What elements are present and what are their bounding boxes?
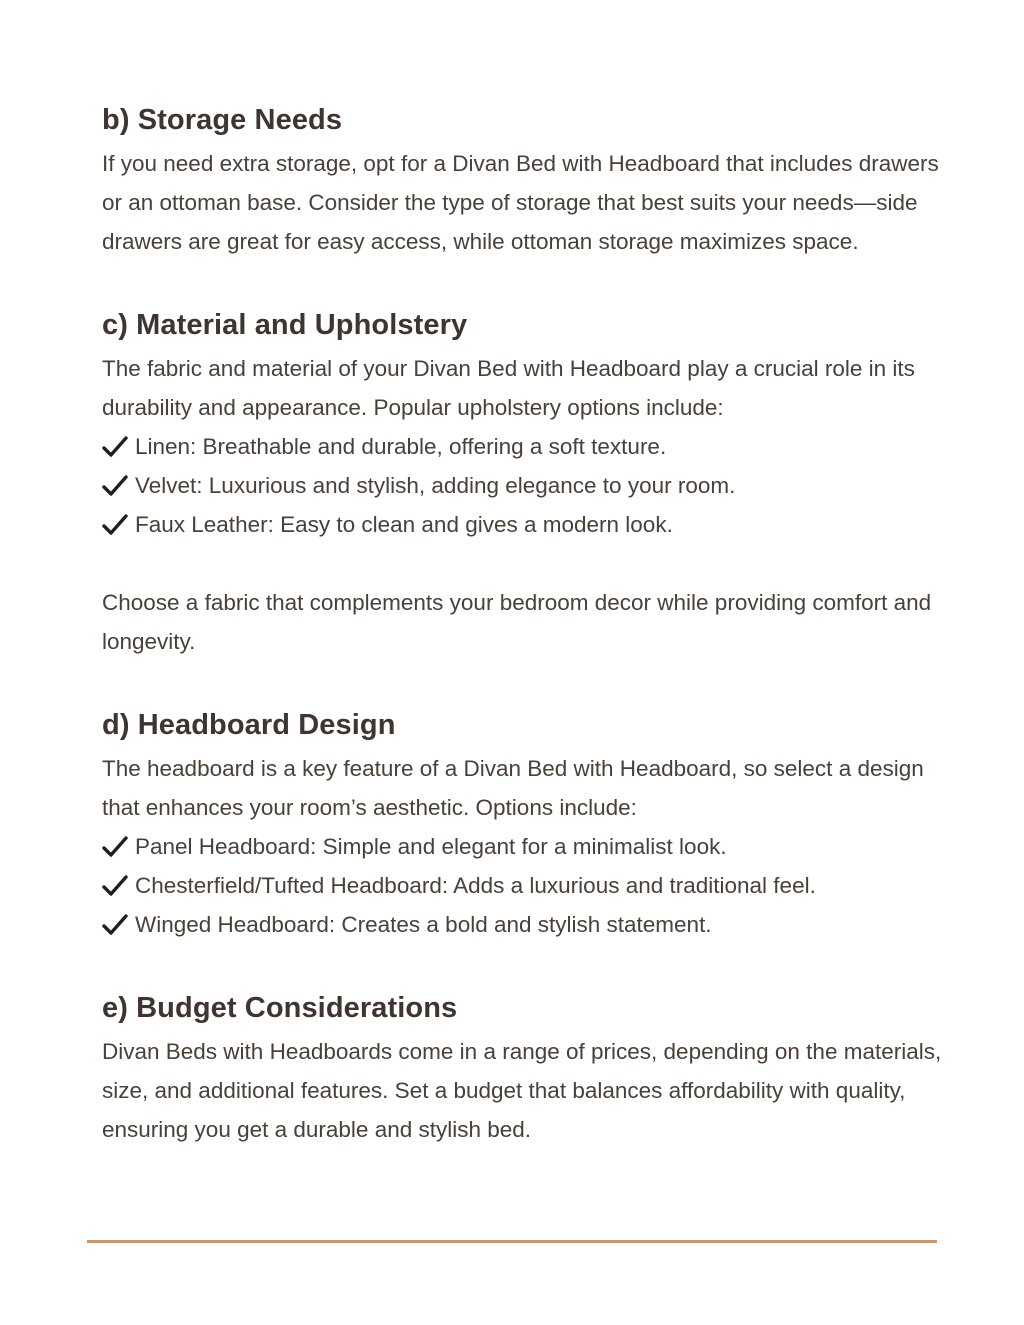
list-item xyxy=(102,505,942,544)
document-page xyxy=(102,100,942,1149)
list-item xyxy=(102,866,942,905)
checkmark-icon xyxy=(102,835,128,859)
list-item xyxy=(102,427,942,466)
section-heading: e) Budget Considerations xyxy=(102,992,458,1024)
list-item-text: Winged Headboard: Creates a bold and stylish statement. xyxy=(135,912,712,937)
paragraph-spacer xyxy=(102,544,942,583)
section-body: The headboard is a key feature of a Divan Bed with Headboard, so select a design that enhances your room’s aesthetic. Options include: xyxy=(102,756,924,820)
section-heading: d) Headboard Design xyxy=(102,709,396,741)
list-item xyxy=(102,827,942,866)
section-heading: c) Material and Upholstery xyxy=(102,309,468,341)
list-item-text: Linen: Breathable and durable, offering a soft texture. xyxy=(135,434,667,459)
checkmark-icon xyxy=(102,874,128,898)
checkmark-icon xyxy=(102,513,128,537)
upholstery-options-list xyxy=(102,427,942,544)
section-body: If you need extra storage, opt for a Divan Bed with Headboard that includes drawers or an ottoman base. Consider the type of storage that best suits your needs—side drawers are great for easy access, while ottoman storage maximizes space. xyxy=(102,151,939,254)
checkmark-icon xyxy=(102,913,128,937)
section-heading: b) Storage Needs xyxy=(102,104,343,136)
list-item-text: Chesterfield/Tufted Headboard: Adds a luxurious and traditional feel. xyxy=(135,873,816,898)
section-body: Divan Beds with Headboards come in a range of prices, depending on the materials, size, and additional features. Set a budget that balances affordability with quality, ensuring you get a durable and stylish bed. xyxy=(102,1039,942,1142)
list-item xyxy=(102,466,942,505)
headboard-options-list xyxy=(102,827,942,944)
list-item-text: Velvet: Luxurious and stylish, adding elegance to your room. xyxy=(135,473,736,498)
section-closing: Choose a fabric that complements your bedroom decor while providing comfort and longevity. xyxy=(102,590,932,654)
checkmark-icon xyxy=(102,435,128,459)
list-item-text: Panel Headboard: Simple and elegant for a minimalist look. xyxy=(135,834,727,859)
checkmark-icon xyxy=(102,474,128,498)
section-budget-considerations xyxy=(102,988,942,1149)
section-headboard-design xyxy=(102,705,942,944)
section-material-upholstery xyxy=(102,305,942,661)
footer-divider xyxy=(87,1240,937,1243)
list-item xyxy=(102,905,942,944)
section-storage-needs xyxy=(102,100,942,261)
section-body: The fabric and material of your Divan Bed with Headboard play a crucial role in its durability and appearance. Popular upholstery options include: xyxy=(102,356,915,420)
list-item-text: Faux Leather: Easy to clean and gives a modern look. xyxy=(135,512,673,537)
